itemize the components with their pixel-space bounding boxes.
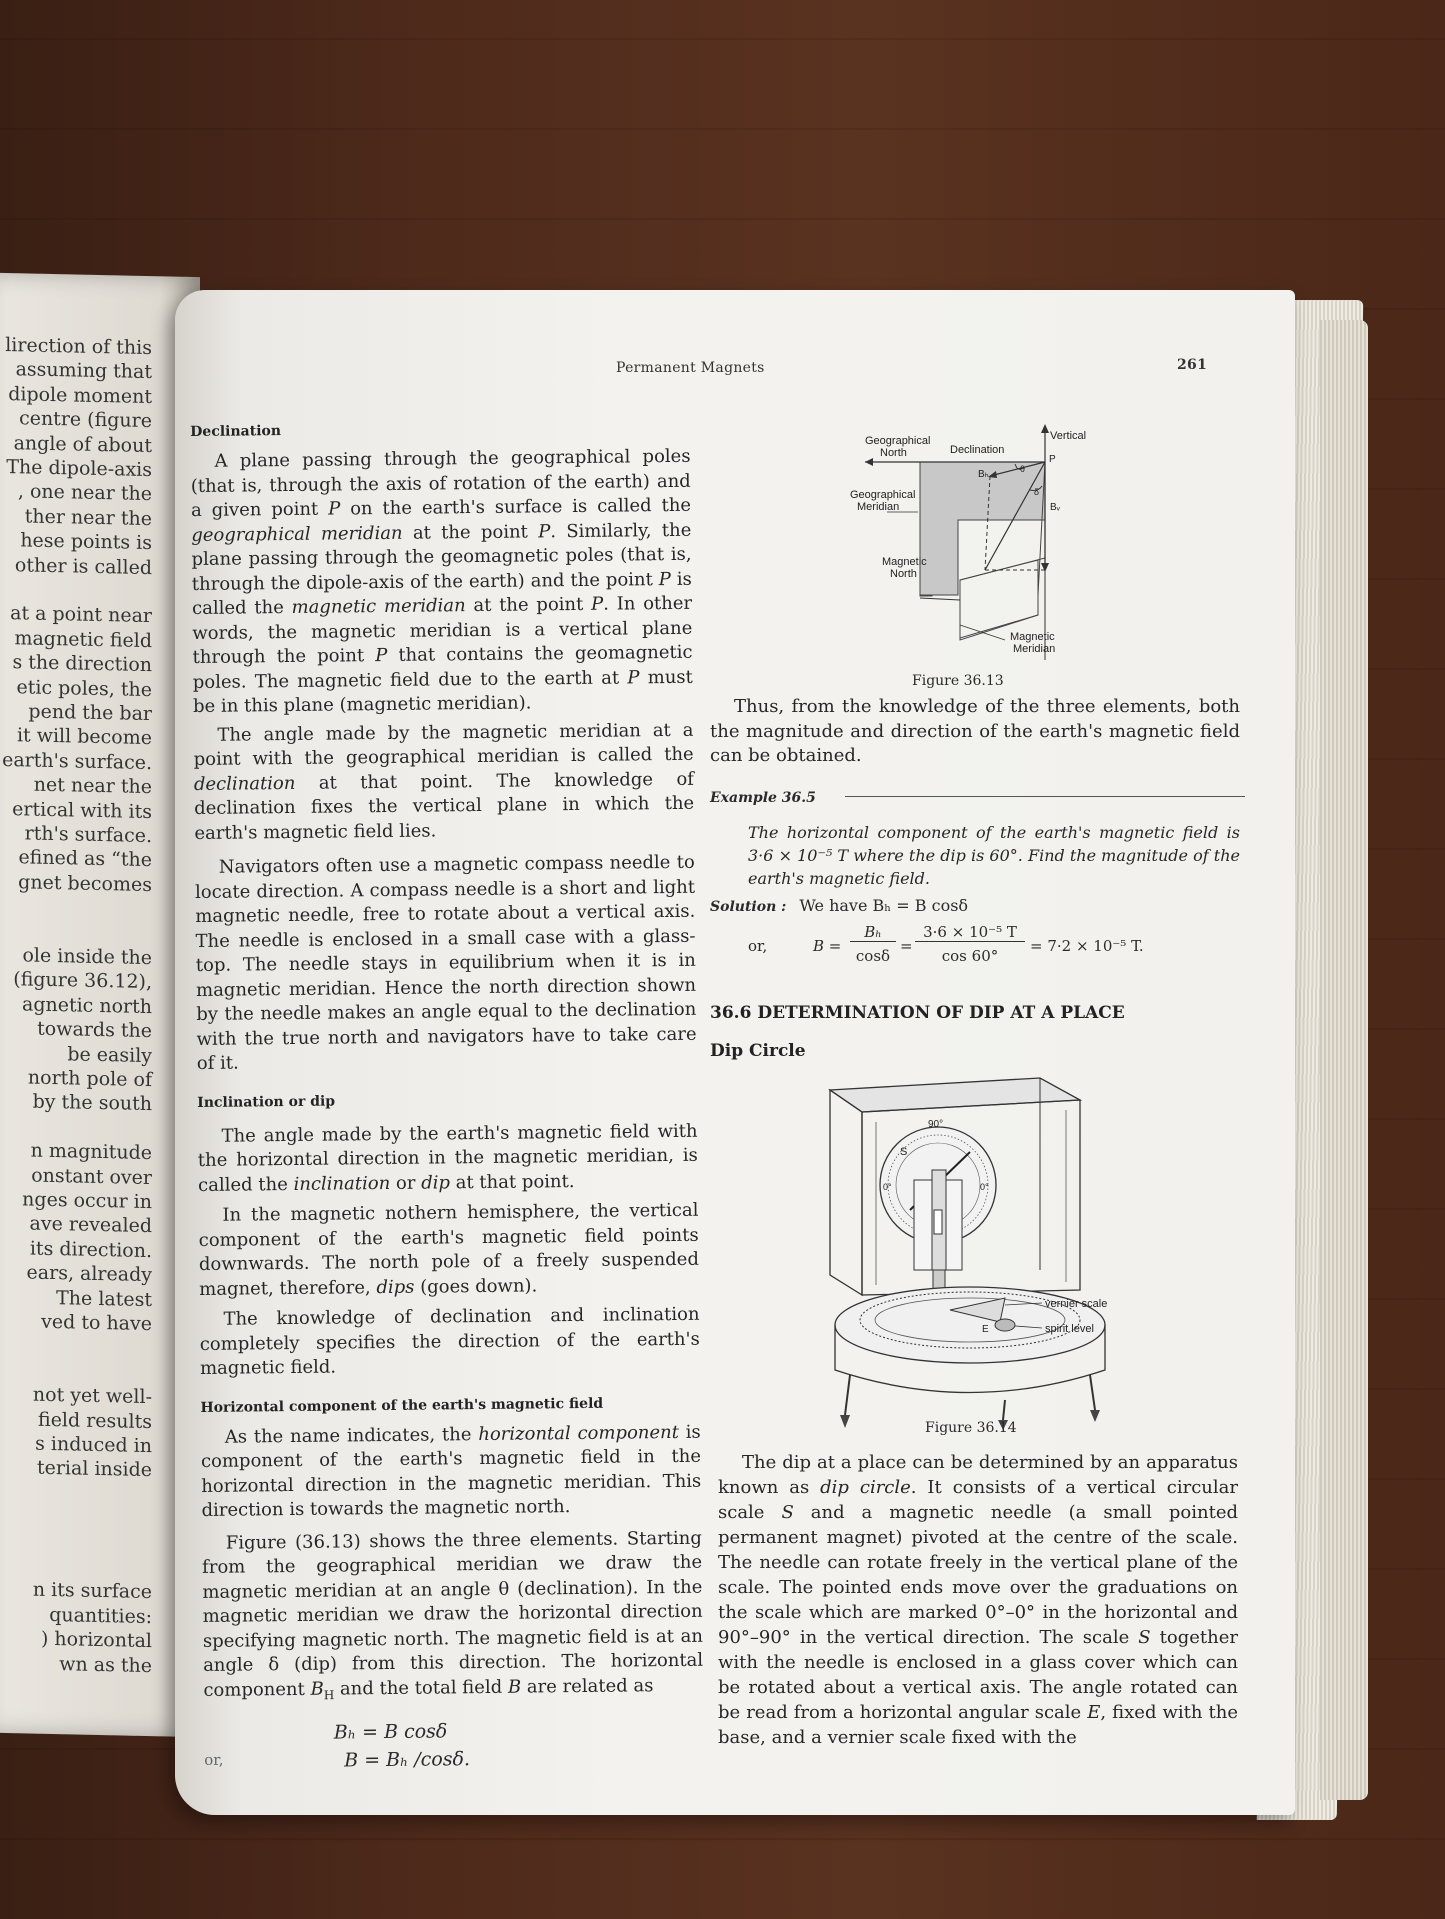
page-number: 261 — [1177, 357, 1208, 373]
figure-36-13-caption: Figure 36.13 — [912, 673, 1004, 689]
left-page-line: n magnitude — [30, 1139, 152, 1165]
label-bh: Bₕ — [978, 469, 989, 480]
left-page-line: ther near the — [24, 505, 152, 530]
running-header: Permanent Magnets — [616, 360, 765, 376]
label-0-left: 0° — [883, 1182, 892, 1192]
left-page-line: hese points is — [20, 529, 152, 555]
label-geo-north-2: North — [880, 447, 907, 459]
left-page — [0, 273, 200, 1737]
left-page-line: other is called — [14, 553, 152, 579]
solution-text: We have Bₕ = B cosδ — [799, 895, 969, 915]
leveling-screw-right — [1090, 1375, 1095, 1410]
label-e: E — [982, 1324, 989, 1335]
declination-para-3: Navigators often use a magnetic compass needle to locate direction. A compass needle is a short and light magnetic needle, free to rotate about a vertical axis. The needle is enclosed in a small case with a glass-top. The needle stays in equilibrium when it is in magnetic meridian. Hence the north direction shown by the needle makes an angle equal to the declination with the true north and navigators have to take care of it. — [194, 851, 697, 1074]
equation-bh: Bₕ = B cosδ — [333, 1719, 448, 1744]
left-page-line: at a point near — [10, 602, 152, 628]
left-page-line: s the direction — [12, 651, 152, 677]
label-geo-meridian: Geographical — [850, 489, 916, 501]
left-page-line: lirection of this — [5, 334, 152, 360]
label-mag-meridian-2: Meridian — [1013, 643, 1056, 655]
section-title: 36.6 DETERMINATION OF DIP AT A PLACE — [710, 1002, 1125, 1023]
left-page-line: ole inside the — [22, 944, 152, 970]
left-page-line: ertical with its — [12, 797, 152, 823]
inclination-para-3: The knowledge of declination and inclination completely specifies the direction of the earth's magnetic field. — [199, 1303, 700, 1379]
leveling-screw-left — [845, 1375, 850, 1415]
left-page-line: nges occur in — [22, 1188, 152, 1214]
left-page-line: ) horizontal — [40, 1627, 152, 1653]
dip-circle-paragraph: The dip at a place can be determined by an apparatus known as dip circle. It consists of a vertical circular scale S and a magnetic needle (a small pointed permanent magnet) pivoted at the centre of the scale. The needle can rotate freely in the vertical plane of the scale. The pointed ends move over the graduations on the scale which are marked 0°–0° in the horizontal and 90°–90° in the vertical direction. The scale S together with the needle is enclosed in a glass cover which can be rotated about a vertical axis. The angle rotated can be read from a horizontal angular scale E, fixed with the base, and a vernier scale fixed with the — [718, 1452, 1238, 1748]
left-page-line: towards the — [37, 1017, 152, 1043]
equation-b-row — [204, 1745, 704, 1776]
left-page-line: gnet becomes — [18, 871, 152, 896]
label-geo-meridian-2: Meridian — [857, 501, 900, 513]
section-subhead: Dip Circle — [710, 1040, 806, 1061]
left-page-line: be easily — [67, 1042, 152, 1067]
inclination-para-1: The angle made by the earth's magnetic field with the horizontal direction in the magnetic meridian, is called the inclination or dip at that point. — [197, 1120, 698, 1196]
equation-or-label: or, — [204, 1750, 224, 1769]
mag-north-arrow — [920, 598, 960, 600]
left-page-line: not yet well- — [32, 1383, 152, 1409]
thus-paragraph: Thus, from the knowledge of the three elements, both the magnitude and direction of the earth's magnetic field can be obtained. — [710, 696, 1240, 766]
leveling-screw-middle — [1003, 1400, 1005, 1420]
label-vertical: Vertical — [1050, 430, 1087, 442]
left-page-line: quantities: — [49, 1603, 152, 1628]
frac2-numerator: 3·6 × 10⁻⁵ T — [915, 923, 1025, 942]
left-page-line: n its surface — [32, 1578, 152, 1604]
left-page-line: ved to have — [41, 1310, 152, 1336]
horizontal-para-2: Figure (36.13) shows the three elements. Starting from the geographical meridian we draw the magnetic meridian at an angle θ (declination). In the magnetic meridian we draw the horizontal direction specifying magnetic north. The magnetic field is at an angle δ (dip) from this direction. The horizontal component $B_H$ and the total field B are related as — [202, 1527, 704, 1702]
solution-equation: or, B = Bₕ cosδ = 3·6 × 10⁻⁵ T cos 60° = 7·2 × 10⁻⁵ T. — [748, 922, 1144, 965]
left-page-line: onstant over — [31, 1164, 152, 1189]
label-declination: Declination — [950, 444, 1005, 456]
label-geo-north: Geographical — [865, 435, 931, 447]
left-page-line: , one near the — [17, 480, 152, 506]
left-page-line: net near the — [33, 773, 152, 799]
left-page-line: dipole moment — [8, 382, 152, 408]
horizontal-heading: Horizontal component of the earth's magnetic field — [200, 1395, 604, 1416]
solution-row — [710, 896, 1240, 915]
page-edges-back — [1320, 320, 1368, 1800]
solution-or: or, — [748, 936, 768, 955]
left-page-line: north pole of — [27, 1066, 152, 1092]
left-page-line: ears, already — [26, 1261, 152, 1287]
left-page-line: centre (figure — [19, 407, 152, 433]
left-page-line: etic poles, the — [16, 675, 152, 701]
left-page-line: assuming that — [15, 358, 152, 384]
figure-36-14-caption: Figure 36.14 — [925, 1420, 1017, 1436]
label-mag-meridian: Magnetic — [1010, 631, 1055, 643]
glass-case-side — [830, 1090, 862, 1295]
label-bv: Bᵥ — [1050, 502, 1060, 513]
solution-result: = 7·2 × 10⁻⁵ T. — [1030, 936, 1144, 955]
left-page-line: ave revealed — [29, 1212, 152, 1238]
label-delta: δ — [1034, 487, 1040, 497]
label-spirit: spirit level — [1045, 1323, 1094, 1335]
left-page-line: terial inside — [36, 1457, 152, 1482]
geo-meridian-plane — [920, 462, 1045, 595]
inclination-heading: Inclination or dip — [197, 1093, 336, 1111]
left-page-line: earth's surface. — [2, 748, 152, 774]
frac1-denominator: cosδ — [855, 946, 891, 965]
spirit-level — [995, 1319, 1015, 1331]
left-page-line: The dipole-axis — [6, 456, 152, 482]
inclination-para-2: In the magnetic nothern hemisphere, the vertical component of the earth's magnetic field points downwards. The north pole of a freely suspended magnet, therefore, dips (goes down). — [198, 1199, 700, 1300]
label-0-right: 0° — [980, 1182, 989, 1192]
left-page-line: its direction. — [29, 1237, 152, 1262]
example-rule — [845, 796, 1245, 797]
left-page-line: angle of about — [13, 431, 152, 457]
left-page-line: agnetic north — [22, 993, 152, 1018]
solution-label: Solution : — [710, 898, 787, 915]
left-page-line: by the south — [32, 1090, 152, 1116]
left-page-line: (figure 36.12), — [13, 968, 152, 994]
label-theta: θ — [1020, 464, 1026, 474]
left-page-line: rth's surface. — [24, 822, 152, 848]
label-mag-north-2: North — [890, 568, 917, 580]
figure-36-13 — [810, 420, 1240, 665]
left-column — [190, 405, 704, 1777]
label-90: 90° — [928, 1119, 944, 1130]
left-page-line: efined as “the — [18, 846, 152, 872]
declination-para-2: The angle made by the magnetic meridian at a point with the geographical meridian is called the declination at that point. The knowledge of declination fixes the vertical plane in which the earth's magnetic field lies. — [193, 719, 695, 844]
left-page-line: it will become — [16, 724, 152, 750]
declination-para-1: A plane passing through the geographical poles (that is, through the axis of rotation of the earth) and a given point P on the earth's surface is called the geographical meridian at the point P. Similarly, the plane passing through the geomagnetic poles (that is, through the dipole-axis of the earth) and the point P is called the magnetic meridian at the point P. In other words, the magnetic meridian is a vertical plane through the point P that contains the geomagnetic poles. The magnetic field due to the earth at P must be in this plane (magnetic meridian). — [190, 445, 693, 717]
figure-36-14 — [790, 1070, 1130, 1430]
horizontal-para-1: As the name indicates, the horizontal component is component of the earth's magnetic field in the horizontal direction in the magnetic meridian. This direction is towards the magnetic north. — [200, 1421, 702, 1521]
mag-meridian-plane — [960, 560, 1038, 638]
label-p: P — [1049, 454, 1056, 465]
declination-heading: Declination — [190, 423, 282, 440]
example-question: The horizontal component of the earth's magnetic field is 3·6 × 10⁻⁵ T where the dip is 60°. Find the magnitude of the earth's magnetic field. — [748, 822, 1240, 888]
left-page-line: magnetic field — [14, 627, 152, 652]
left-page-line: field results — [38, 1408, 152, 1433]
solution-lhs: B = — [813, 936, 842, 955]
frac2-denominator: cos 60° — [941, 946, 999, 965]
example-label: Example 36.5 — [710, 789, 816, 806]
left-page-line: wn as the — [59, 1652, 152, 1677]
left-page-line: The latest — [56, 1286, 152, 1311]
left-page-line: s induced in — [35, 1432, 152, 1458]
right-column — [710, 695, 1240, 1061]
label-vernier: vernier scale — [1045, 1298, 1108, 1310]
left-page-line: pend the bar — [28, 700, 152, 726]
label-s: S — [900, 1146, 908, 1158]
example-heading-row — [710, 787, 1240, 811]
label-mag-north: Magnetic — [882, 556, 927, 568]
frac1-numerator: Bₕ — [850, 923, 896, 942]
equation-b: B = Bₕ /cosδ. — [344, 1747, 471, 1772]
